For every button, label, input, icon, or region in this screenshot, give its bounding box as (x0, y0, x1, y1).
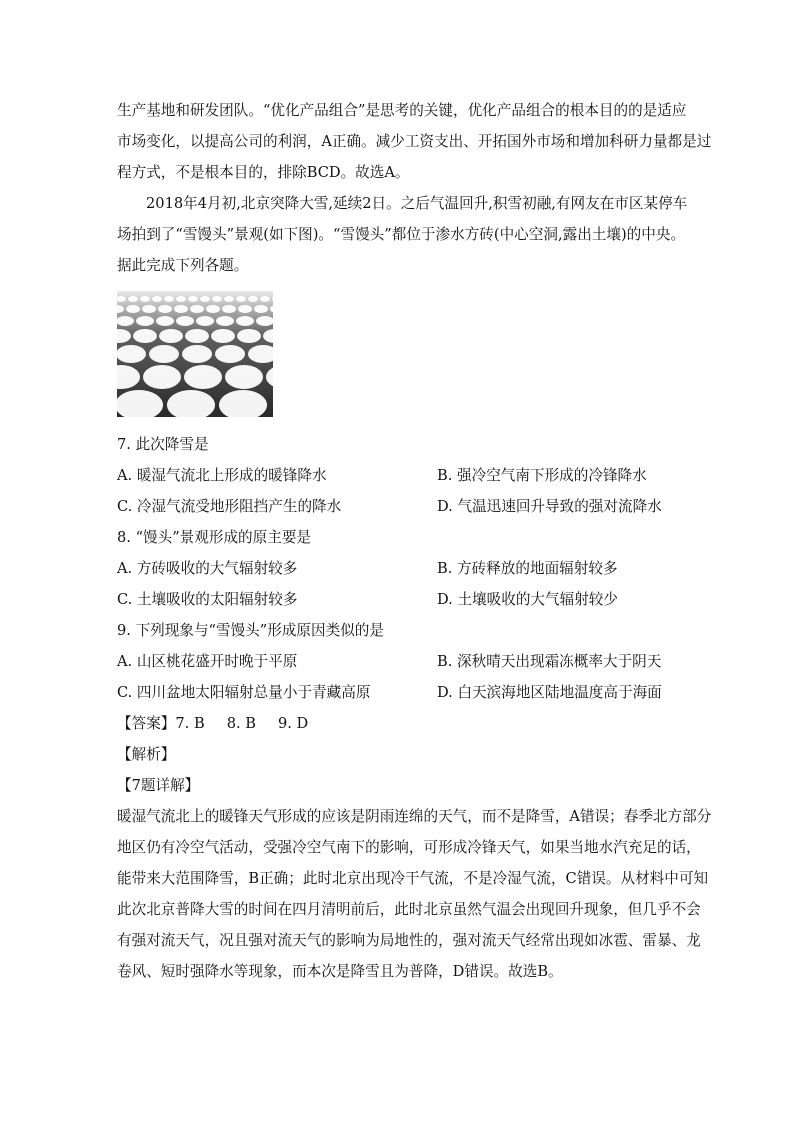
text-line: 据此完成下列各题。 (117, 257, 249, 274)
option-row (117, 491, 687, 522)
text-line: 暖湿气流北上的暖锋天气形成的应该是阴雨连绵的天气，而不是降雪，A错误；春季北方部分 (117, 808, 712, 825)
option-a[interactable]: A. 山区桃花盛开时晚于平原 (117, 653, 298, 670)
answer-item: 7. B (175, 715, 205, 732)
option-row (117, 460, 687, 491)
text-line: 市场变化，以提高公司的利润，A正确。减少工资支出、开拓国外市场和增加科研力量都是过 (117, 133, 712, 150)
option-c[interactable]: C. 土壤吸收的太阳辐射较多 (117, 591, 298, 608)
answer-item: 9. D (277, 715, 309, 732)
question-8 (117, 522, 687, 615)
question-stem: 9. 下列现象与“雪馒头”形成原因类似的是 (117, 622, 384, 639)
option-row (117, 584, 687, 615)
text-line: 2018年4月初,北京突降大雪,延续2日。之后气温回升,积雪初融,有网友在市区某停车 (146, 195, 688, 212)
question-9 (117, 615, 687, 708)
option-b[interactable]: B. 强冷空气南下形成的冷锋降水 (437, 467, 647, 484)
document-page (117, 95, 712, 987)
text-line: 有强对流天气，况且强对流天气的影响为局地性的，强对流天气经常出现如冰雹、雷暴、龙 (117, 932, 701, 949)
text-line: 地区仍有冷空气活动，受强冷空气南下的影响，可形成冷锋天气，如果当地水汽充足的话， (117, 839, 701, 856)
question-intro (117, 188, 687, 281)
option-b[interactable]: B. 方砖释放的地面辐射较多 (437, 560, 618, 577)
option-row (117, 677, 687, 708)
analysis-label: 【解析】 (117, 746, 176, 763)
option-d[interactable]: D. 气温迅速回升导致的强对流降水 (437, 498, 662, 515)
option-b[interactable]: B. 深秋晴天出现霜冻概率大于阴天 (437, 653, 662, 670)
text-line: 此次北京普降大雪的时间在四月清明前后，此时北京虽然气温会出现回升现象，但几乎不会 (117, 901, 701, 918)
option-a[interactable]: A. 方砖吸收的大气辐射较多 (117, 560, 298, 577)
option-c[interactable]: C. 冷湿气流受地形阻挡产生的降水 (117, 498, 342, 515)
answer-label: 【答案】 (117, 715, 176, 732)
question-7 (117, 429, 687, 522)
previous-answer-paragraph (117, 95, 712, 188)
detail-label: 【7题详解】 (117, 777, 200, 794)
answer-item: 8. B (226, 715, 256, 732)
question-stem: 7. 此次降雪是 (117, 436, 209, 453)
text-line: 场拍到了“雪馒头”景观(如下图)。“雪馒头”都位于渗水方砖(中心空洞,露出土壤)的中央。 (117, 226, 686, 243)
option-c[interactable]: C. 四川盆地太阳辐射总量小于青藏高原 (117, 684, 371, 701)
snow-bun-photo (117, 291, 273, 417)
option-d[interactable]: D. 白天滨海地区陆地温度高于海面 (437, 684, 662, 701)
detail-explanation (117, 801, 712, 987)
option-d[interactable]: D. 土壤吸收的大气辐射较少 (437, 591, 618, 608)
question-stem: 8. “馒头”景观形成的原主要是 (117, 529, 312, 546)
text-line: 程方式，不是根本目的，排除BCD。故选A。 (117, 164, 410, 181)
option-row (117, 553, 687, 584)
text-line: 卷风、短时强降水等现象，而本次是降雪且为普降，D错误。故选B。 (117, 963, 563, 980)
answer-line (117, 708, 687, 739)
text-line: 能带来大范围降雪，B正确；此时北京出现冷干气流，不是冷湿气流，C错误。从材料中可知 (117, 870, 709, 887)
option-row (117, 646, 687, 677)
text-line: 生产基地和研发团队。“优化产品组合”是思考的关键，优化产品组合的根本目的的是适应 (117, 102, 687, 119)
option-a[interactable]: A. 暖湿气流北上形成的暖锋降水 (117, 467, 327, 484)
